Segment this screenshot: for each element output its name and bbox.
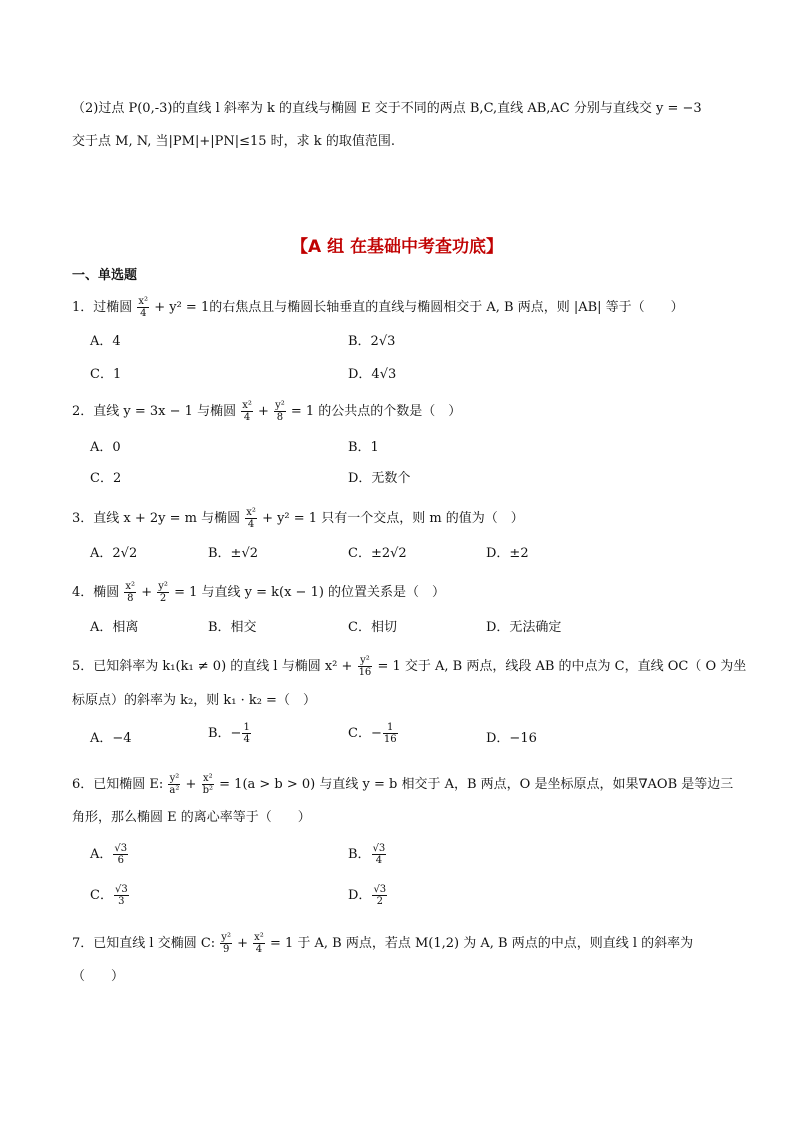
intro-line-2: 交于点 M, N, 当|PM|+|PN|≤15 时，求 k 的取值范围. — [72, 134, 395, 149]
q1-stem-a: 1．过椭圆 — [72, 300, 133, 315]
q3-stem-b: + y² = 1 只有一个交点，则 m 的值为（ ） — [262, 511, 524, 526]
q5-option-d: D．−16 — [486, 731, 537, 746]
section-title: 【A 组 在基础中考查功底】 — [291, 237, 503, 257]
q2-fraction-1: $\frac{\text{x²}}{4}$ — [242, 400, 252, 423]
q2-fraction-2: $\frac{\text{y²}}{8}$ — [275, 400, 285, 423]
q2-option-a: A．0 — [90, 440, 121, 455]
q4-fraction-1: $\frac{\text{x²}}{8}$ — [125, 581, 136, 604]
q5-option-b: B．− $\frac{1}{4}$ — [208, 722, 250, 745]
q3-fraction: $\frac{\text{x²}}{4}$ — [246, 507, 256, 530]
question-7: 7．已知直线 l 交椭圆 C: $\frac{\text{y²}}{9}$ + $\frac{\text{x²}}{4}$ = 1 于 A, B 两点，若点 M(1,2) 为 A, B 两点的中点，则直线 l 的斜率为 — [72, 932, 694, 955]
q4-option-a: A．相离 — [90, 620, 139, 635]
q6-line-2: 角形，那么椭圆 E 的离心率等于（ ） — [72, 810, 311, 825]
question-1 — [72, 296, 684, 319]
q4-option-b: B．相交 — [208, 620, 257, 635]
q1-option-b: B．2√3 — [348, 334, 396, 349]
q3-option-b: B．±√2 — [208, 546, 259, 561]
q3-option-c: C．±2√2 — [348, 546, 407, 561]
question-3 — [72, 507, 524, 530]
q7-stem-b: = 1 于 A, B 两点，若点 M(1,2) 为 A, B 两点的中点，则直线 l 的斜率为 — [269, 936, 694, 951]
q2-stem-a: 2．直线 y = 3x − 1 与椭圆 — [72, 404, 237, 419]
q5-line-2: 标原点）的斜率为 k₂，则 k₁ · k₂ =（ ） — [72, 693, 316, 708]
q2-option-c: C．2 — [90, 471, 122, 486]
q7-fraction-2: $\frac{\text{x²}}{4}$ — [254, 932, 264, 955]
q1-option-d: D．4√3 — [348, 367, 397, 382]
section-heading: 一、单选题 — [72, 268, 138, 283]
q2-stem-b: = 1 的公共点的个数是（ ） — [290, 404, 462, 419]
q7-stem-a: 7．已知直线 l 交椭圆 C: — [72, 936, 216, 951]
q3-stem-a: 3．直线 x + 2y = m 与椭圆 — [72, 511, 241, 526]
q5-option-a: A．−4 — [90, 731, 132, 746]
q6-stem-b: = 1(a > b > 0) 与直线 y = b 相交于 A，B 两点，O 是坐标原点，如果∇AOB 是等边三 — [219, 777, 734, 792]
q5-option-c: C．− $\frac{1}{16}$ — [348, 722, 397, 745]
q3-option-a: A．2√2 — [90, 546, 138, 561]
q5-fraction: $\frac{\text{y²}}{16}$ — [358, 655, 372, 678]
q6-option-b: B． $\frac{√3}{4}$ — [348, 843, 386, 866]
q4-stem-a: 4．椭圆 — [72, 585, 120, 600]
intro-line-1: （2)过点 P(0,-3)的直线 l 斜率为 k 的直线与椭圆 E 交于不同的两点 B,C,直线 AB,AC 分别与直线交 y = −3 — [72, 101, 702, 116]
q1-option-c: C．1 — [90, 367, 122, 382]
q6-option-c: C． $\frac{√3}{3}$ — [90, 884, 128, 907]
q2-option-d: D．无数个 — [348, 471, 411, 486]
q4-stem-b: = 1 与直线 y = k(x − 1) 的位置关系是（ ） — [174, 585, 446, 600]
q5-stem-a: 5．已知斜率为 k₁(k₁ ≠ 0) 的直线 l 与椭圆 x² + — [72, 659, 353, 674]
q3-option-d: D．±2 — [486, 546, 529, 561]
q1-stem-b: + y² = 1的右焦点且与椭圆长轴垂直的直线与椭圆相交于 A, B 两点，则 |AB| 等于（ ） — [154, 300, 684, 315]
q4-option-c: C．相切 — [348, 620, 397, 635]
q1-option-a: A．4 — [90, 334, 121, 349]
q6-option-a: A． $\frac{√3}{6}$ — [90, 843, 128, 866]
question-4: 4．椭圆 $\frac{\text{x²}}{8}$ + $\frac{\text{y²}}{2}$ = 1 与直线 y = k(x − 1) 的位置关系是（ ） — [72, 581, 446, 604]
q4-option-d: D．无法确定 — [486, 620, 562, 635]
q1-fraction: $\frac{\text{x²}}{4}$ — [138, 296, 149, 319]
q6-fraction-1: $\frac{\text{y²}}{\text{a²}}$ — [169, 773, 180, 796]
question-2: 2．直线 y = 3x − 1 与椭圆 $\frac{\text{x²}}{4}$ + $\frac{\text{y²}}{8}$ = 1 的公共点的个数是（ ） — [72, 400, 462, 423]
q7-fraction-1: $\frac{\text{y²}}{9}$ — [221, 932, 231, 955]
q2-option-b: B．1 — [348, 440, 379, 455]
q6-fraction-2: $\frac{\text{x²}}{\text{b²}}$ — [202, 773, 214, 796]
question-6: 6．已知椭圆 E: $\frac{\text{y²}}{\text{a²}}$ + $\frac{\text{x²}}{\text{b²}}$ = 1(a > b > 0) 与直线 y = b 相交于 A，B 两点，O 是坐标原点，如果∇AOB 是等边三 — [72, 773, 734, 796]
question-5 — [72, 655, 746, 678]
q4-fraction-2: $\frac{\text{y²}}{2}$ — [158, 581, 168, 604]
q6-option-d: D． $\frac{√3}{2}$ — [348, 884, 387, 907]
q7-line-2: （ ） — [72, 969, 125, 984]
q5-stem-b: = 1 交于 A, B 两点，线段 AB 的中点为 C，直线 OC（ O 为坐 — [377, 659, 747, 674]
q6-stem-a: 6．已知椭圆 E: — [72, 777, 164, 792]
